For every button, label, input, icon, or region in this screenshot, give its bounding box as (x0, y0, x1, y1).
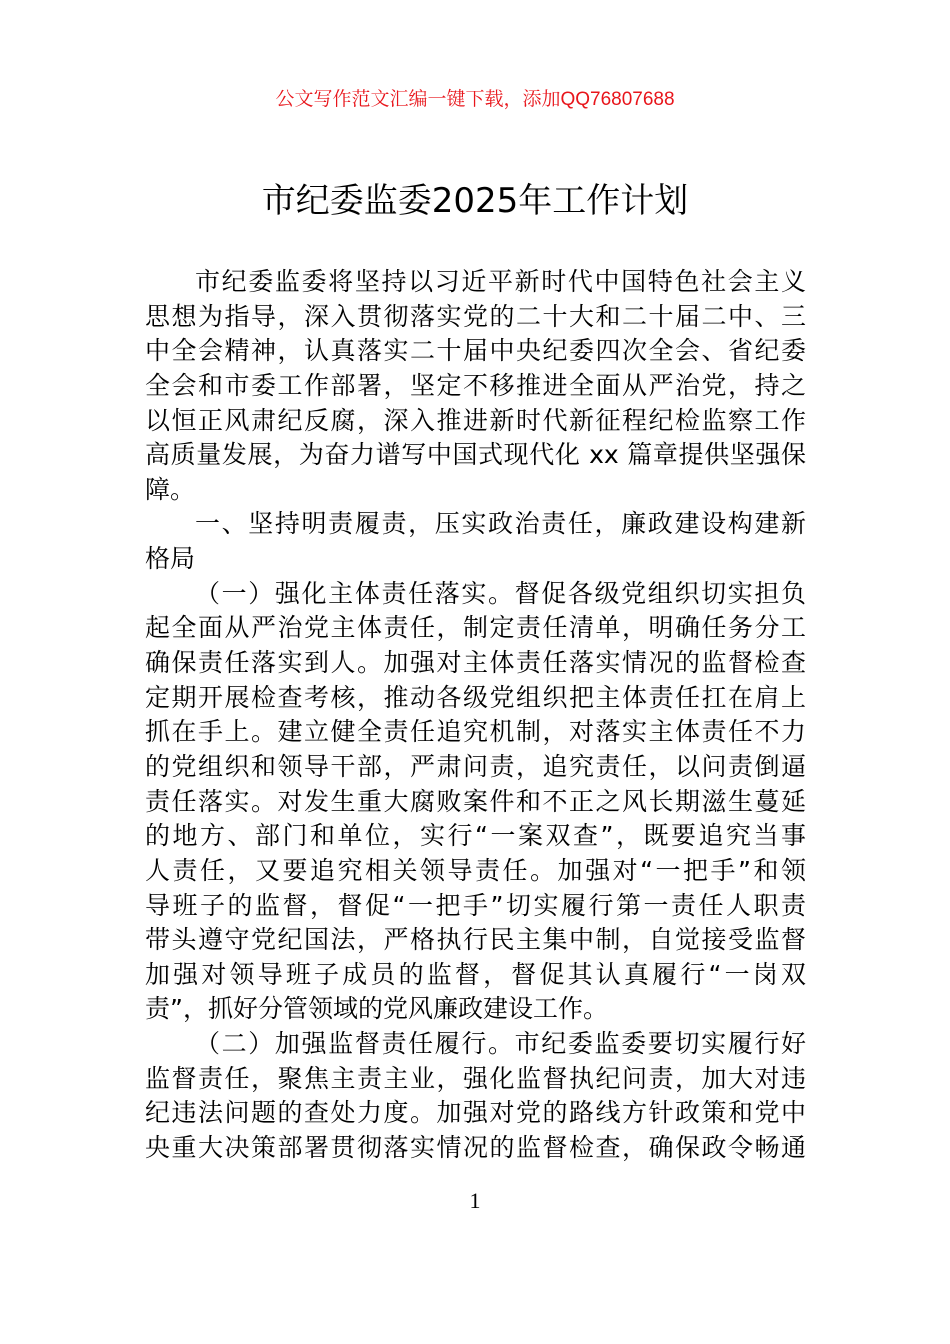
text-line: （二）加强监督责任履行。市纪委监委要切实履行好 (195, 1029, 806, 1059)
text-line: 市纪委监委将坚持以习近平新时代中国特色社会主义 (195, 267, 806, 296)
text-line: 确保责任落实到人。加强对主体责任落实情况的监督检查 (145, 648, 806, 678)
download-promo-header: 公文写作范文汇编一键下载，添加QQ76807688 (275, 89, 675, 110)
text-line: 抓在手上。建立健全责任追究机制，对落实主体责任不力 (145, 717, 806, 747)
text-line: 定期开展检查考核，推动各级党组织把主体责任扛在肩上 (145, 682, 806, 712)
text-line: 起全面从严治党主体责任，制定责任清单，明确任务分工 (145, 613, 806, 643)
section-heading: 格局 (145, 544, 196, 574)
text-line: 思想为指导，深入贯彻落实党的二十大和二十届二中、三 (145, 301, 806, 331)
document-body (145, 265, 806, 1166)
section-heading: 一、坚持明责履责，压实政治责任，廉政建设构建新 (195, 509, 806, 539)
text-line: 监督责任，聚焦主责主业，强化监督执纪问责，加大对违 (145, 1063, 806, 1093)
text-line: 的地方、部门和单位，实行“一案双查”，既要追究当事 (145, 821, 806, 851)
text-line: 的党组织和领导干部，严肃问责，追究责任，以问责倒逼 (145, 751, 806, 781)
text-line: 人责任，又要追究相关领导责任。加强对“一把手”和领 (145, 855, 806, 885)
document-title: 市纪委监委2025年工作计划 (261, 181, 689, 221)
text-line: 带头遵守党纪国法，严格执行民主集中制，自觉接受监督 (145, 925, 806, 955)
text-line: 障。 (145, 474, 196, 504)
text-line: 央重大决策部署贯彻落实情况的监督检查，确保政令畅通 (145, 1133, 806, 1163)
text-line: 纪违法问题的查处力度。加强对党的路线方针政策和党中 (145, 1098, 806, 1128)
text-line: 以恒正风肃纪反腐，深入推进新时代新征程纪检监察工作 (145, 405, 806, 435)
text-line: 中全会精神，认真落实二十届中央纪委四次全会、省纪委 (145, 336, 806, 366)
text-line: 责”，抓好分管领域的党风廉政建设工作。 (145, 994, 608, 1024)
text-line: 高质量发展，为奋力谱写中国式现代化 xx 篇章提供坚强保 (145, 440, 806, 470)
text-line: 全会和市委工作部署，坚定不移推进全面从严治党，持之 (145, 370, 806, 400)
text-line: （一）强化主体责任落实。督促各级党组织切实担负 (195, 578, 806, 608)
page-number: 1 (469, 1188, 481, 1213)
text-line: 导班子的监督，督促“一把手”切实履行第一责任人职责 (145, 890, 806, 920)
text-line: 责任落实。对发生重大腐败案件和不正之风长期滋生蔓延 (145, 786, 806, 816)
text-line: 加强对领导班子成员的监督，督促其认真履行“一岗双 (145, 959, 806, 989)
